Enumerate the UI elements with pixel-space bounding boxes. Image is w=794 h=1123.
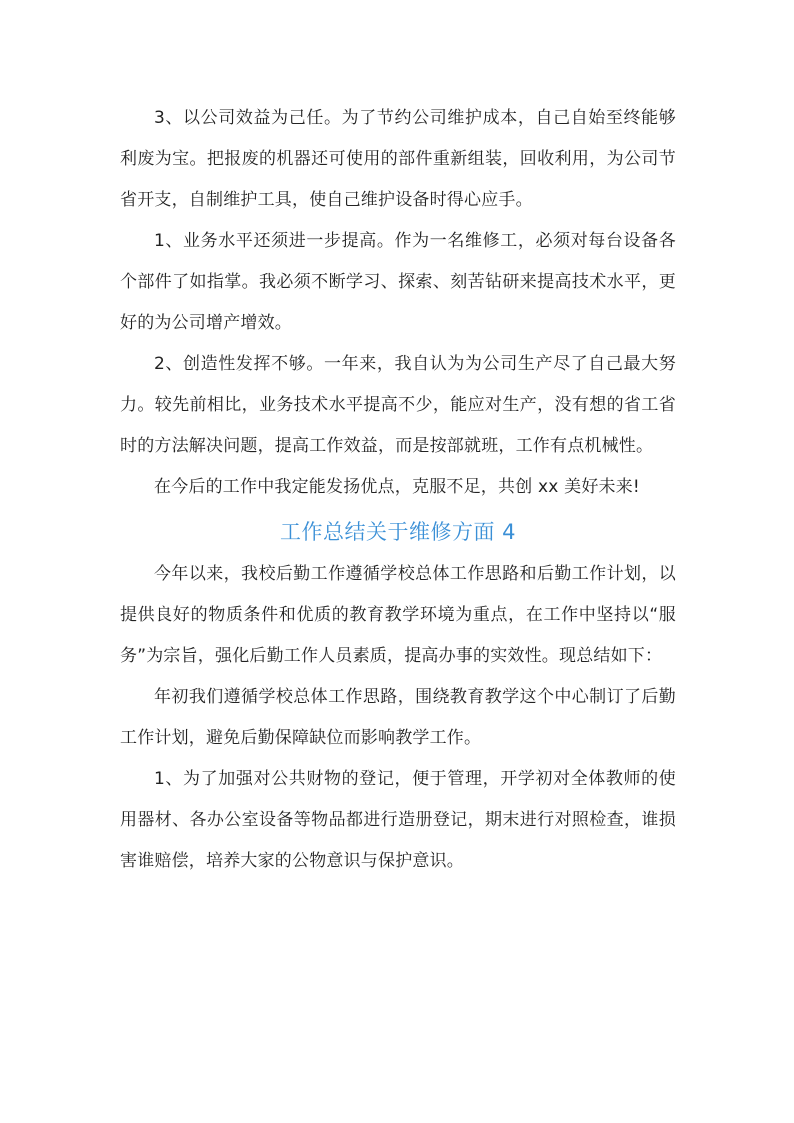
paragraph: 1、为了加强对公共财物的登记，便于管理，开学初对全体教师的使用器材、各办公室设备等物品都进行造册登记，期末进行对照检查，谁损害谁赔偿，培养大家的公物意识与保护意识。 bbox=[120, 769, 676, 871]
paragraph: 1、业务水平还须进一步提高。作为一名维修工，必须对每台设备各个部件了如指掌。我必须不断学习、探索、刻苦钻研来提高技术水平，更好的为公司增产增效。 bbox=[120, 231, 676, 333]
section-heading: 工作总结关于维修方面 4 bbox=[279, 520, 517, 544]
paragraph: 3、以公司效益为己任。为了节约公司维护成本，自己自始至终能够利废为宝。把报废的机器还可使用的部件重新组装，回收利用，为公司节省开支，自制维护工具，使自己维护设备时得心应手。 bbox=[120, 108, 676, 210]
paragraph: 今年以来，我校后勤工作遵循学校总体工作思路和后勤工作计划，以提供良好的物质条件和优质的教育教学环境为重点，在工作中坚持以“服务”为宗旨，强化后勤工作人员素质，提高办事的实效性。现总结如下： bbox=[120, 564, 676, 666]
document-body bbox=[120, 98, 676, 882]
paragraph: 在今后的工作中我定能发扬优点，克服不足，共创 xx 美好未来! bbox=[154, 477, 640, 497]
paragraph: 年初我们遵循学校总体工作思路，围绕教育教学这个中心制订了后勤工作计划，避免后勤保障缺位而影响教学工作。 bbox=[120, 687, 676, 748]
paragraph: 2、创造性发挥不够。一年来，我自认为为公司生产尽了自己最大努力。较先前相比，业务技术水平提高不少，能应对生产，没有想的省工省时的方法解决问题，提高工作效益，而是按部就班，工作有点机械性。 bbox=[120, 354, 676, 456]
